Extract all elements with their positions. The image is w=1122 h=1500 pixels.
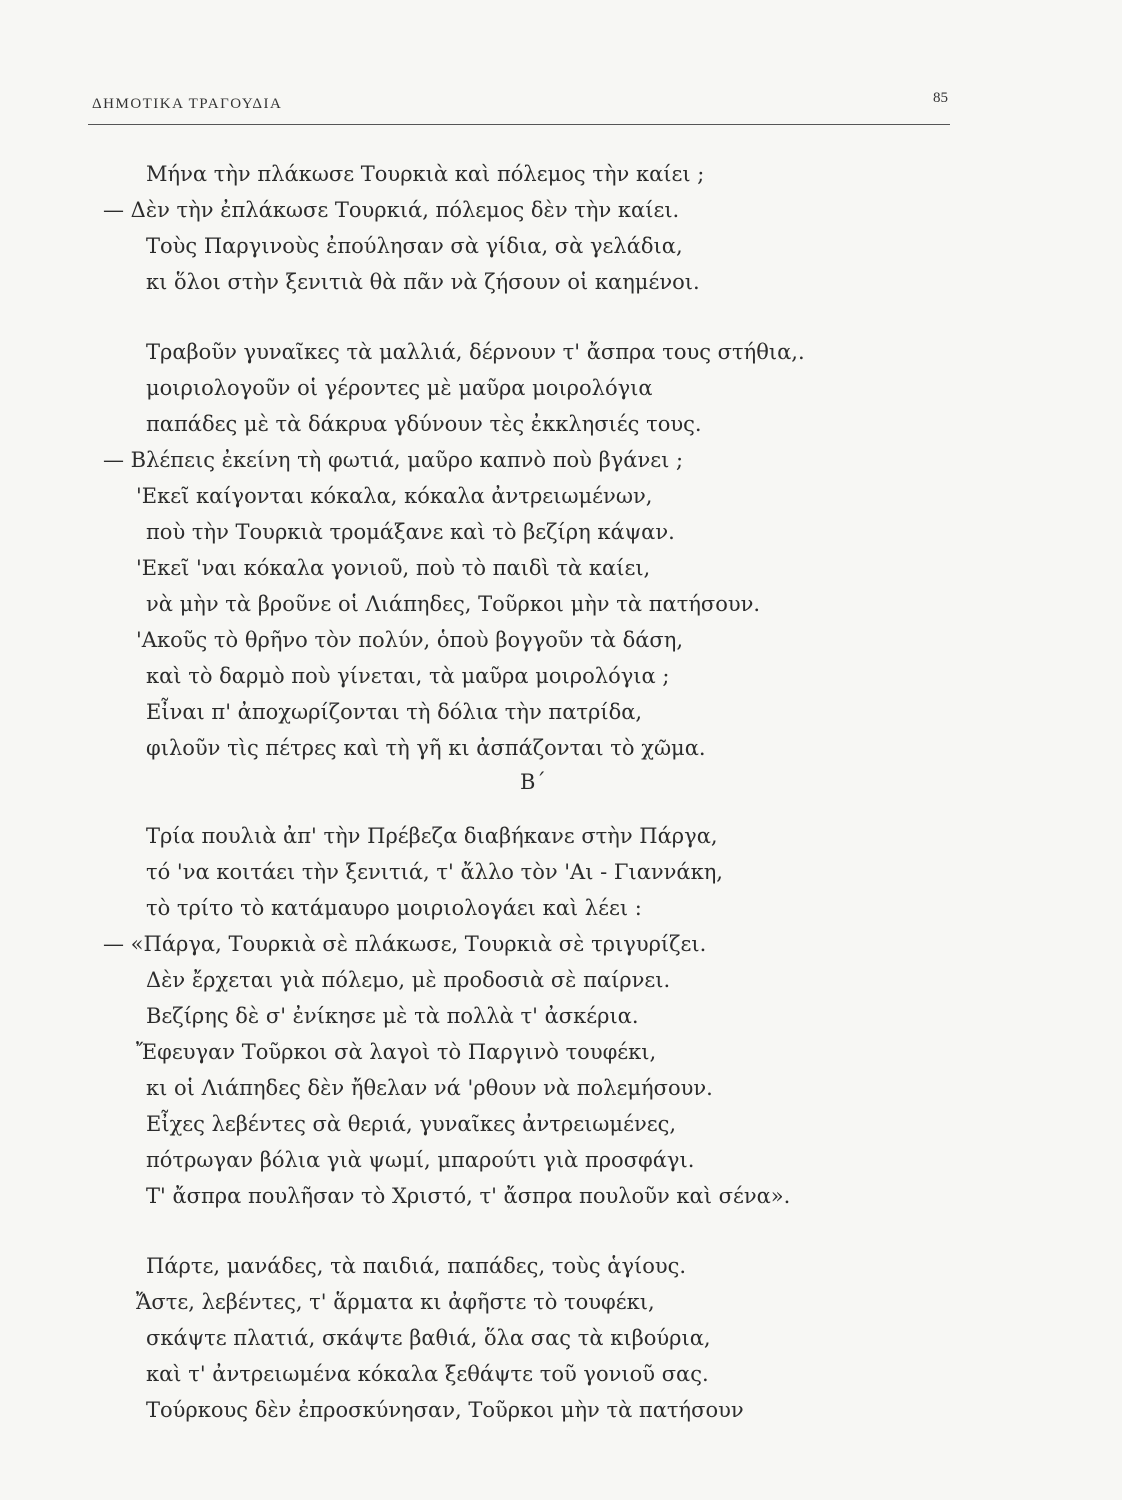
verse-line: Εἶναι π' ἀποχωρίζονται τὴ δόλια τὴν πατρίδα, <box>146 700 643 724</box>
verse-line: Τ' ἄσπρα πουλῆσαν τὸ Χριστό, τ' ἄσπρα πουλοῦν καὶ σένα». <box>146 1184 791 1208</box>
verse-line: Εἶχες λεβέντες σὰ θεριά, γυναῖκες ἀντρειωμένες, <box>146 1112 677 1136</box>
page-number: 85 <box>933 90 948 106</box>
page-header <box>88 88 948 118</box>
verse-line: τό 'να κοιτάει τὴν ξενιτιά, τ' ἄλλο τὸν 'Αι - Γιαννάκη, <box>146 860 723 884</box>
verse-line: Πάρτε, μανάδες, τὰ παιδιά, παπάδες, τοὺς ἁγίους. <box>146 1254 687 1278</box>
verse-line: 'Ακοῦς τὸ θρῆνο τὸν πολύν, ὁποὺ βογγοῦν τὰ δάση, <box>136 628 683 652</box>
verse-line: καὶ τ' ἀντρειωμένα κόκαλα ξεθάψτε τοῦ γονιοῦ σας. <box>146 1362 709 1386</box>
verse-line: σκάψτε πλατιά, σκάψτε βαθιά, ὅλα σας τὰ κιβούρια, <box>146 1326 711 1350</box>
verse-line: ποὺ τὴν Τουρκιὰ τρομάξανε καὶ τὸ βεζίρη κάψαν. <box>146 520 675 544</box>
verse-line: Βεζίρης δὲ σ' ἐνίκησε μὲ τὰ πολλὰ τ' ἀσκέρια. <box>146 1004 639 1028</box>
verse-line: Μήνα τὴν πλάκωσε Τουρκιὰ καὶ πόλεμος τὴν καίει ; <box>146 162 705 186</box>
verse-line: — Βλέπεις ἐκείνη τὴ φωτιά, μαῦρο καπνὸ ποὺ βγάνει ; <box>103 448 684 472</box>
verse-line: τὸ τρίτο τὸ κατάμαυρο μοιριολογάει καὶ λέει : <box>146 896 642 920</box>
verse-line: 'Εκεῖ 'ναι κόκαλα γονιοῦ, ποὺ τὸ παιδὶ τὰ καίει, <box>136 556 651 580</box>
verse-line: Τούρκους δὲν ἐπροσκύνησαν, Τοῦρκοι μὴν τὰ πατήσουν <box>146 1398 744 1422</box>
verse-line: Ἄστε, λεβέντες, τ' ἅρματα κι ἀφῆστε τὸ τουφέκι, <box>136 1290 655 1314</box>
verse-line: — «Πάργα, Τουρκιὰ σὲ πλάκωσε, Τουρκιὰ σὲ τριγυρίζει. <box>103 932 707 956</box>
verse-line: Τρία πουλιὰ ἀπ' τὴν Πρέβεζα διαβήκανε στὴν Πάργα, <box>146 824 718 848</box>
section-heading: Β΄ <box>520 770 546 794</box>
running-title: ΔΗΜΟΤΙΚΑ ΤΡΑΓΟΥΔΙΑ <box>92 96 283 112</box>
verse-line: Τραβοῦν γυναῖκες τὰ μαλλιά, δέρνουν τ' ἄσπρα τους στήθια,. <box>146 340 805 364</box>
verse-line: Τοὺς Παργινοὺς ἐπούλησαν σὰ γίδια, σὰ γελάδια, <box>146 234 683 258</box>
verse-line: μοιριολογοῦν οἱ γέροντες μὲ μαῦρα μοιρολόγια <box>146 376 653 400</box>
verse-line: 'Εκεῖ καίγονται κόκαλα, κόκαλα ἀντρειωμένων, <box>136 484 653 508</box>
header-rule <box>88 124 950 125</box>
verse-line: φιλοῦν τὶς πέτρες καὶ τὴ γῆ κι ἀσπάζονται τὸ χῶμα. <box>146 736 706 760</box>
verse-line: κι ὅλοι στὴν ξενιτιὰ θὰ πᾶν νὰ ζήσουν οἱ καημένοι. <box>146 270 700 294</box>
verse-line: Δὲν ἔρχεται γιὰ πόλεμο, μὲ προδοσιὰ σὲ παίρνει. <box>146 968 671 992</box>
verse-line: Ἔφευγαν Τοῦρκοι σὰ λαγοὶ τὸ Παργινὸ τουφέκι, <box>136 1040 657 1064</box>
verse-line: παπάδες μὲ τὰ δάκρυα γδύνουν τὲς ἐκκλησιές τους. <box>146 412 702 436</box>
verse-line: πότρωγαν βόλια γιὰ ψωμί, μπαρούτι γιὰ προσφάγι. <box>146 1148 695 1172</box>
verse-line: νὰ μὴν τὰ βροῦνε οἱ Λιάπηδες, Τοῦρκοι μὴν τὰ πατήσουν. <box>146 592 761 616</box>
verse-line: καὶ τὸ δαρμὸ ποὺ γίνεται, τὰ μαῦρα μοιρολόγια ; <box>146 664 670 688</box>
verse-line: — Δὲν τὴν ἐπλάκωσε Τουρκιά, πόλεμος δὲν τὴν καίει. <box>103 198 680 222</box>
verse-line: κι οἱ Λιάπηδες δὲν ἤθελαν νά 'ρθουν νὰ πολεμήσουν. <box>146 1076 713 1100</box>
